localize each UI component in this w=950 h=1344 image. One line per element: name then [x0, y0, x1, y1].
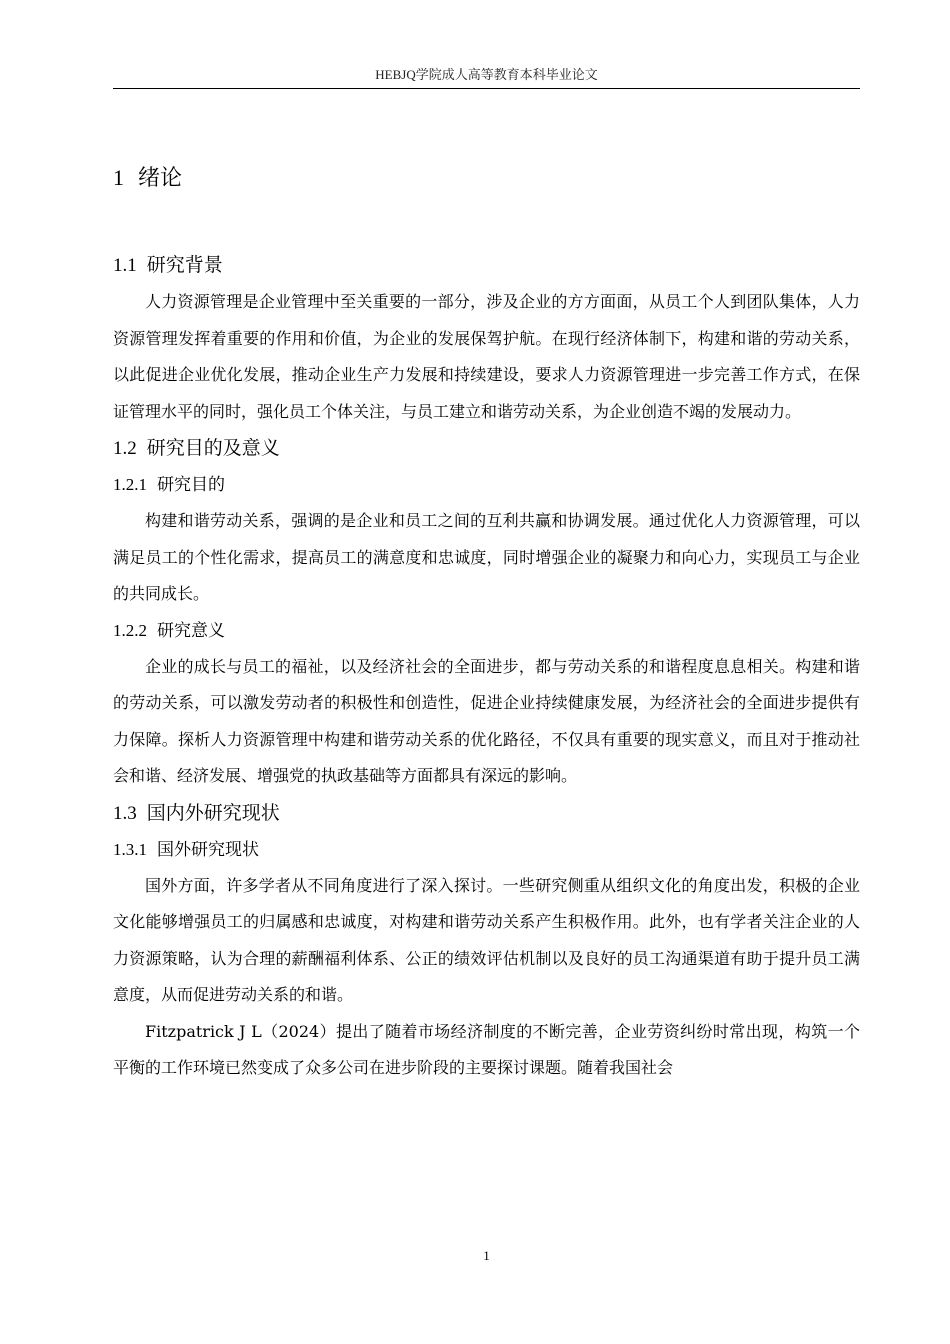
header-rule — [113, 88, 860, 89]
section-number: 1.1 — [113, 255, 137, 276]
paragraph-foreign-research-1: 国外方面，许多学者从不同角度进行了深入探讨。一些研究侧重从组织文化的角度出发，积极的企业文化能够增强员工的归属感和忠诚度，对构建和谐劳动关系产生积极作用。此外，也有学者关注企业的人力资源策略，认为合理的薪酬福利体系、公正的绩效评估机制以及良好的员工沟通渠道有助于提升员工满意度，从而促进劳动关系的和谐。 — [113, 875, 860, 1004]
chapter-title: 绪论 — [138, 166, 183, 191]
paragraph-research-significance: 企业的成长与员工的福祉，以及经济社会的全面进步，都与劳动关系的和谐程度息息相关。构建和谐的劳动关系，可以激发劳动者的积极性和创造性，促进企业持续健康发展，为经济社会的全面进步提供有力保障。探析人力资源管理中构建和谐劳动关系的优化路径，不仅具有重要的现实意义，而且对于推动社会和谐、经济发展、增强党的执政基础等方面都具有深远的影响。 — [113, 656, 860, 785]
section-title: 国内外研究现状 — [146, 801, 280, 824]
paragraph-research-purpose: 构建和谐劳动关系，强调的是企业和员工之间的互利共赢和协调发展。通过优化人力资源管理，可以满足员工的个性化需求，提高员工的满意度和忠诚度，同时增强企业的凝聚力和向心力，实现员工与企业的共同成长。 — [113, 511, 860, 603]
paragraph-foreign-research-2: Fitzpatrick J L（2024）提出了随着市场经济制度的不断完善，企业劳资纠纷时常出现，构筑一个平衡的工作环境已然变成了众多公司在进步阶段的主要探讨课题。随着我国社会 — [113, 1021, 860, 1077]
subsection-number: 1.2.2 — [113, 620, 147, 640]
section-number: 1.3 — [113, 802, 137, 824]
subsection-title: 研究目的 — [157, 475, 225, 495]
chapter-heading — [113, 160, 860, 197]
subsection-heading-1-2-2 — [113, 613, 860, 649]
subsection-title: 研究意义 — [157, 620, 225, 641]
subsection-number: 1.3.1 — [113, 839, 147, 859]
subsection-title: 国外研究现状 — [157, 839, 259, 860]
running-header: HEBJQ学院成人高等教育本科毕业论文 — [375, 67, 598, 82]
section-title: 研究背景 — [146, 254, 223, 276]
section-number: 1.2 — [113, 438, 137, 459]
paragraph-research-background: 人力资源管理是企业管理中至关重要的一部分，涉及企业的方方面面，从员工个人到团队集体，人力资源管理发挥着重要的作用和价值，为企业的发展保驾护航。在现行经济体制下，构建和谐的劳动关系，以此促进企业优化发展，推动企业生产力发展和持续建设，要求人力资源管理进一步完善工作方式，在保证管理水平的同时，强化员工个体关注，与员工建立和谐劳动关系，为企业创造不竭的发展动力。 — [113, 292, 860, 421]
page-body — [113, 160, 860, 1087]
subsection-heading-1-2-1 — [113, 467, 860, 503]
page-number: 1 — [483, 1248, 490, 1263]
chapter-number: 1 — [113, 165, 124, 190]
subsection-heading-1-3-1 — [113, 832, 860, 868]
section-heading-1-2 — [113, 430, 860, 467]
section-heading-1-3 — [113, 795, 860, 832]
section-heading-1-1 — [113, 247, 860, 284]
section-title: 研究目的及意义 — [146, 437, 280, 459]
subsection-number: 1.2.1 — [113, 475, 147, 494]
